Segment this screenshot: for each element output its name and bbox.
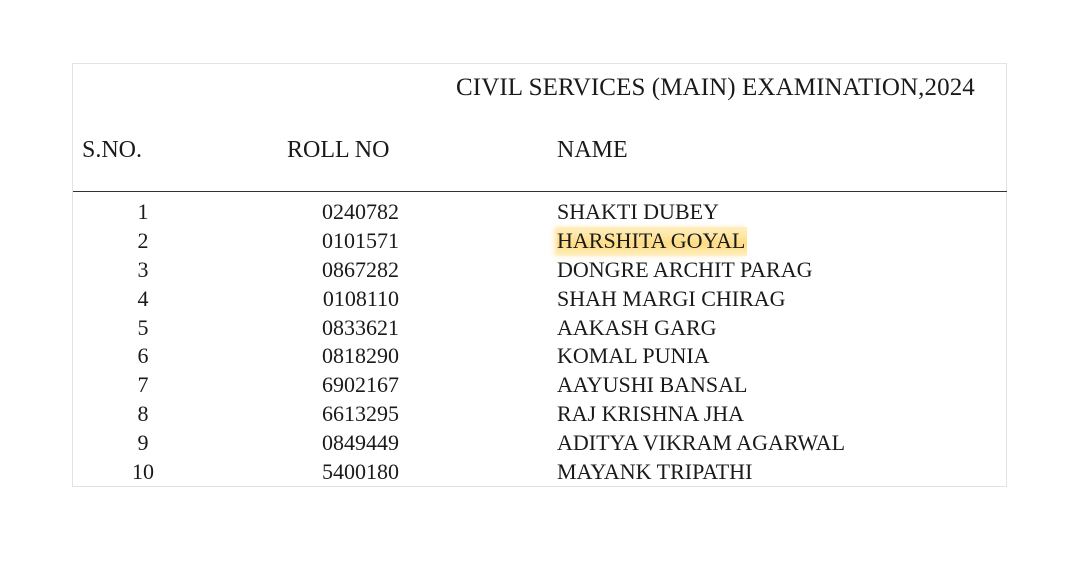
roll-number-cell: 0833621: [322, 314, 399, 340]
candidate-name-cell: RAJ KRISHNA JHA: [557, 401, 745, 427]
roll-number-cell: 0818290: [322, 343, 399, 369]
serial-number-cell: 3: [137, 256, 149, 282]
serial-number-cell: 9: [137, 430, 149, 456]
serial-number-cell: 5: [137, 314, 149, 340]
table-row: [73, 342, 1007, 371]
result-document: [72, 63, 1007, 487]
table-row: [73, 285, 1007, 314]
header-divider: [73, 191, 1007, 192]
candidate-name-cell: SHAH MARGI CHIRAG: [557, 285, 786, 311]
roll-number-cell: 0849449: [322, 430, 399, 456]
table-row: [73, 227, 1007, 256]
roll-number-cell: 6613295: [322, 401, 399, 427]
roll-number-cell: 0867282: [322, 256, 399, 282]
serial-number-cell: 8: [137, 401, 149, 427]
table-row: [73, 256, 1007, 285]
table-row: [73, 458, 1007, 487]
candidate-name-cell: DONGRE ARCHIT PARAG: [557, 256, 813, 282]
candidate-name-cell: AAYUSHI BANSAL: [557, 372, 748, 398]
table-row: [73, 371, 1007, 400]
results-table-body: [73, 198, 1007, 487]
serial-number-cell: 4: [137, 285, 149, 311]
document-title: CIVIL SERVICES (MAIN) EXAMINATION,2024: [456, 74, 975, 101]
candidate-name-cell: MAYANK TRIPATHI: [557, 459, 753, 485]
roll-number-cell: 0240782: [322, 199, 399, 224]
serial-number-cell: 2: [137, 227, 149, 253]
candidate-name-cell: KOMAL PUNIA: [557, 343, 710, 369]
table-row: [73, 400, 1007, 429]
serial-number-cell: 7: [137, 372, 149, 398]
column-header-name: NAME: [557, 137, 628, 163]
candidate-name-cell: SHAKTI DUBEY: [557, 199, 719, 224]
table-row: [73, 198, 1007, 227]
serial-number-cell: 6: [137, 343, 149, 369]
table-row: [73, 429, 1007, 458]
column-header-roll-no: ROLL NO: [287, 137, 390, 163]
candidate-name-cell: AAKASH GARG: [557, 314, 717, 340]
table-row: [73, 314, 1007, 343]
column-header-sno: S.NO.: [82, 137, 143, 163]
serial-number-cell: 10: [132, 459, 154, 485]
roll-number-cell: 0108110: [322, 285, 399, 311]
roll-number-cell: 5400180: [322, 459, 399, 485]
candidate-name-cell-highlighted: HARSHITA GOYAL: [557, 227, 747, 256]
candidate-name-cell: ADITYA VIKRAM AGARWAL: [557, 430, 846, 456]
serial-number-cell: 1: [137, 199, 149, 224]
roll-number-cell: 6902167: [322, 372, 399, 398]
roll-number-cell: 0101571: [322, 227, 399, 253]
